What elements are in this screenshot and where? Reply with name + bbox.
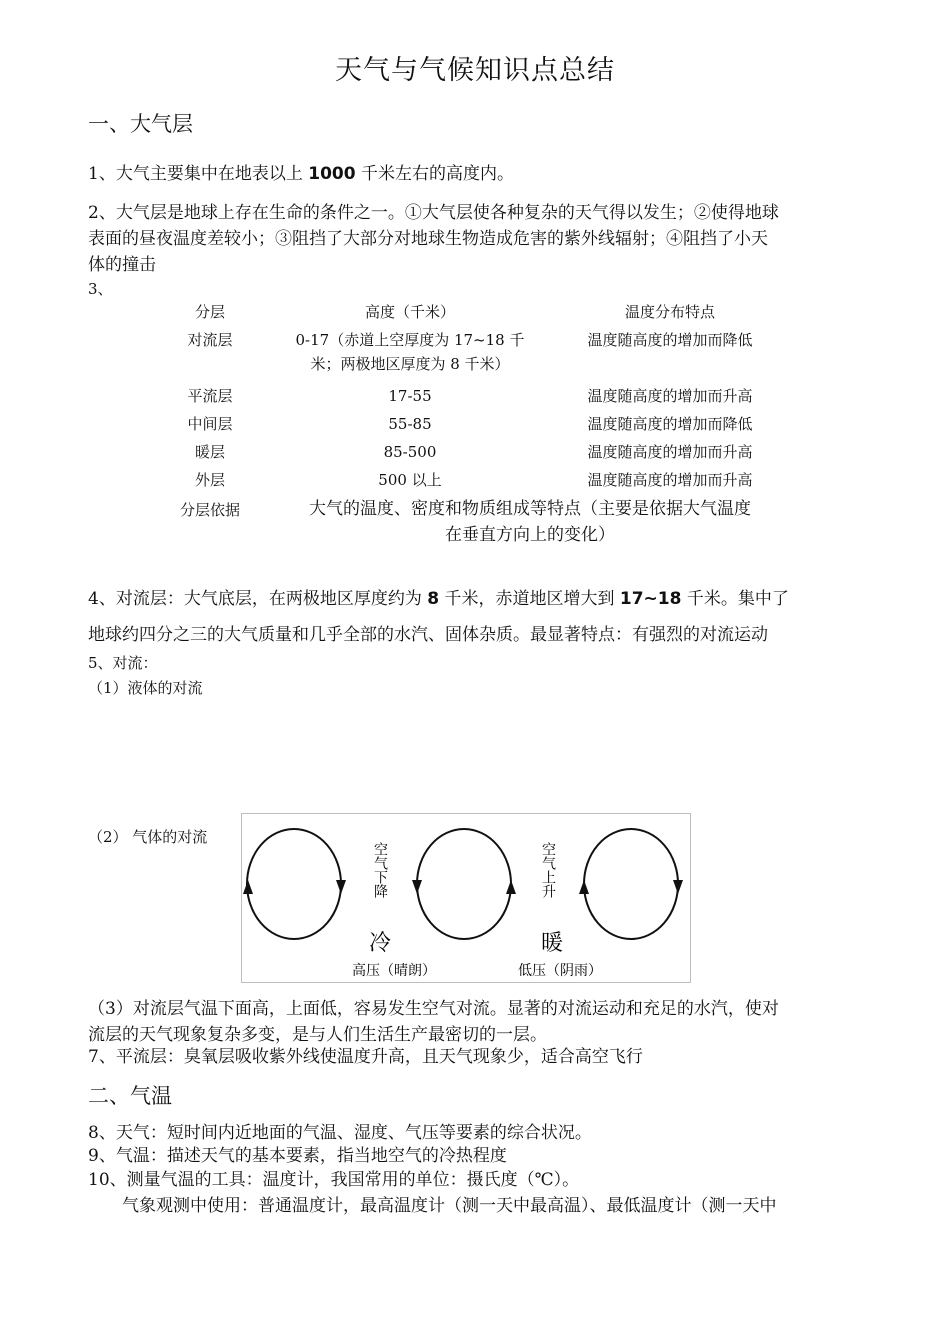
cold-label: 冷 — [368, 931, 392, 956]
layer-height: 17-55 — [388, 387, 432, 405]
basis-text — [270, 496, 790, 548]
paragraph-10: 10、测量气温的工具：温度计，我国常用的单位：摄氏度（℃）。 — [88, 1170, 580, 1190]
layer-name: 平流层 — [187, 387, 233, 405]
down-arrow-icon — [673, 880, 683, 894]
p2-line-3: 体的撞击 — [88, 255, 156, 275]
up-arrow-icon — [506, 880, 516, 894]
layer-height: 85-500 — [383, 443, 437, 461]
table-row — [150, 468, 790, 496]
low-pressure-label: 低压（阴雨） — [518, 963, 602, 979]
p4-number-2: 17~18 — [619, 589, 682, 609]
basis-line-2: 在垂直方向上的变化） — [445, 525, 615, 545]
paragraph-9: 9、气温：描述天气的基本要素，指当地空气的冷热程度 — [88, 1146, 507, 1166]
p4-number-1: 8 — [427, 589, 440, 609]
rising-air-label: 空气上升 — [540, 842, 556, 898]
section-heading-atmosphere: 一、大气层 — [88, 112, 193, 136]
paragraph-11: 气象观测中使用：普通温度计，最高温度计（测一天中最高温）、最低温度计（测一天中 — [122, 1196, 777, 1216]
layer-height: 55-85 — [388, 415, 432, 433]
layer-height: 500 以上 — [378, 471, 442, 489]
layer-height-line-2: 米；两极地区厚度为 8 千米） — [310, 355, 510, 373]
up-arrow-icon — [243, 880, 253, 894]
up-arrow-icon — [579, 880, 589, 894]
paragraph-2 — [88, 200, 868, 278]
layer-temperature: 温度随高度的增加而降低 — [587, 331, 753, 349]
p4-line-1 — [88, 585, 868, 613]
layer-temperature: 温度随高度的增加而升高 — [587, 387, 753, 405]
header-temperature: 温度分布特点 — [624, 303, 715, 321]
paragraph-6 — [88, 996, 868, 1048]
paragraph-5-label: 5、对流： — [88, 654, 158, 672]
section-heading-temperature: 二、气温 — [88, 1084, 172, 1108]
p2-line-2: 表面的昼夜温度差较小；③阻挡了大部分对地球生物造成危害的紫外线辐射；④阻挡了小天 — [88, 229, 768, 249]
down-arrow-icon — [336, 880, 346, 894]
paragraph-3-label: 3、 — [88, 280, 113, 298]
table-row — [150, 328, 790, 376]
p6-line-1: （3）对流层气温下面高，上面低，容易发生空气对流。显著的对流运动和充足的水汽，使对 — [88, 999, 779, 1019]
gas-convection-label: （2） 气体的对流 — [88, 828, 208, 846]
basis-label: 分层依据 — [179, 501, 240, 519]
high-pressure-label: 高压（晴朗） — [352, 963, 436, 979]
p1-number: 1000 — [308, 164, 356, 184]
p1-suffix: 千米左右的高度内。 — [355, 164, 514, 184]
middle-convection-loop — [417, 829, 511, 939]
paragraph-4 — [88, 585, 868, 649]
layer-name: 对流层 — [187, 331, 233, 349]
layer-temperature: 温度随高度的增加而降低 — [587, 415, 753, 433]
table-row — [150, 440, 790, 468]
layer-name: 外层 — [194, 471, 225, 489]
paragraph-1 — [88, 161, 868, 187]
p4-text-a: 4、对流层：大气底层，在两极地区厚度约为 — [88, 589, 428, 609]
layer-height-line-1: 0-17（赤道上空厚度为 17~18 千 — [295, 331, 525, 349]
table-basis-row — [150, 496, 790, 548]
paragraph-8: 8、天气：短时间内近地面的气温、湿度、气压等要素的综合状况。 — [88, 1123, 592, 1143]
down-arrow-icon — [412, 880, 422, 894]
layer-height — [270, 328, 550, 376]
atmosphere-layers-table — [150, 300, 790, 548]
paragraph-7: 7、平流层：臭氧层吸收紫外线使温度升高，且天气现象少，适合高空飞行 — [88, 1047, 643, 1067]
document-title: 天气与气候知识点总结 — [335, 55, 615, 86]
table-row — [150, 384, 790, 412]
p6-line-2: 流层的天气现象复杂多变，是与人们生活生产最密切的一层。 — [88, 1025, 547, 1045]
header-layer: 分层 — [194, 303, 225, 321]
p4-text-c: 千米。集中了 — [681, 589, 789, 609]
p1-prefix: 1、大气主要集中在地表以上 — [88, 164, 309, 184]
p4-text-b: 千米，赤道地区增大到 — [439, 589, 620, 609]
left-convection-loop — [247, 829, 341, 939]
gas-convection-diagram — [241, 813, 691, 983]
layer-name: 中间层 — [187, 415, 233, 433]
liquid-convection-label: （1）液体的对流 — [88, 679, 203, 697]
table-header-row — [150, 300, 790, 324]
basis-line-1: 大气的温度、密度和物质组成等特点（主要是依据大气温度 — [309, 499, 751, 519]
sinking-air-label: 空气下降 — [372, 842, 388, 898]
table-row — [150, 412, 790, 440]
warm-label: 暖 — [540, 931, 564, 956]
layer-temperature: 温度随高度的增加而升高 — [587, 471, 753, 489]
p2-line-1: 2、大气层是地球上存在生命的条件之一。①大气层使各种复杂的天气得以发生；②使得地球 — [88, 203, 779, 223]
header-height: 高度（千米） — [364, 303, 455, 321]
layer-name: 暖层 — [194, 443, 225, 461]
right-convection-loop — [584, 829, 678, 939]
layer-temperature: 温度随高度的增加而升高 — [587, 443, 753, 461]
convection-svg — [242, 814, 690, 982]
p4-line-2: 地球约四分之三的大气质量和几乎全部的水汽、固体杂质。最显著特点：有强烈的对流运动 — [88, 625, 768, 645]
